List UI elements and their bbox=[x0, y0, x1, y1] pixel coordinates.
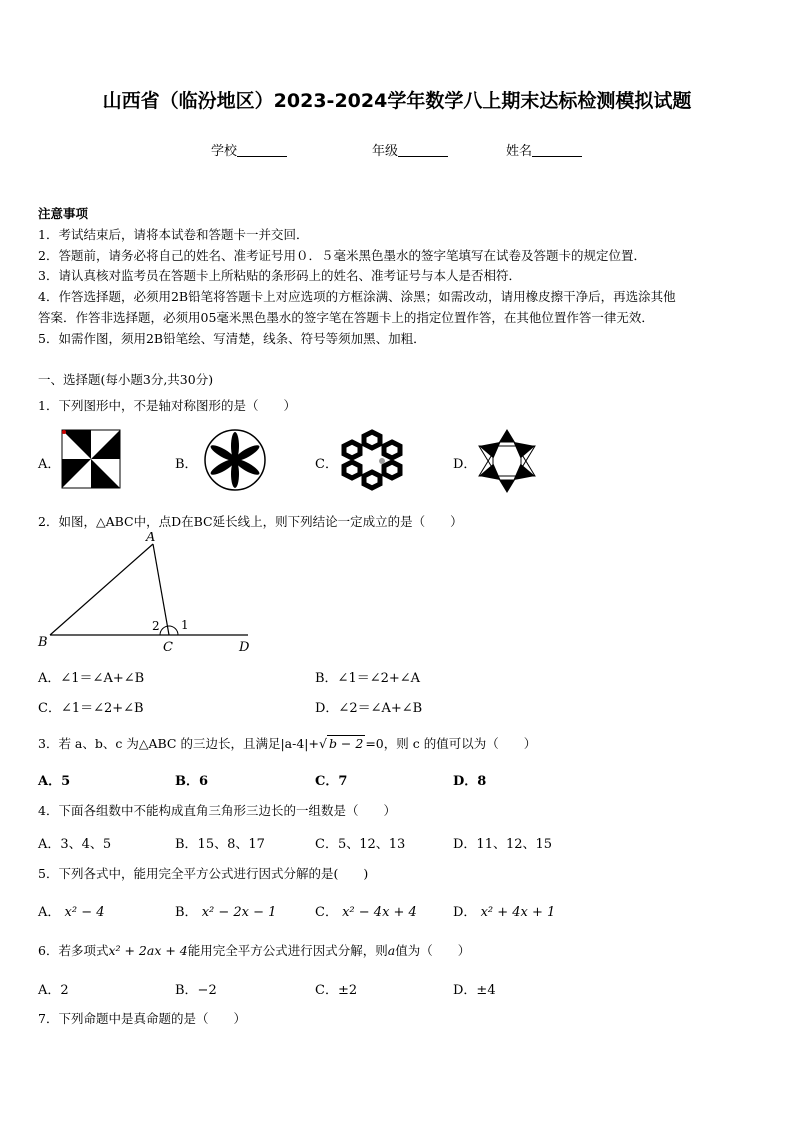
q4-option-a: A．3、4、5 bbox=[38, 837, 112, 852]
q1-option-a-label: A． bbox=[38, 457, 61, 472]
note-item: 答案．作答非选择题，必须用05毫米黑色墨水的签字笔在答题卡上的指定位置作答，在其他位置作答一律无效． bbox=[38, 310, 654, 325]
hexagon-ring-figure bbox=[338, 428, 406, 492]
q4-option-c: C．5、12、13 bbox=[315, 837, 406, 852]
page-title: 山西省（临汾地区）2023-2024学年数学八上期末达标检测模拟试题 bbox=[102, 90, 692, 112]
q4-option-b: B．15、8、17 bbox=[175, 837, 265, 852]
q5-option-a: A． x² − 4 bbox=[38, 905, 105, 920]
note-item: 1．考试结束后，请将本试卷和答题卡一并交回． bbox=[38, 227, 309, 242]
q3-option-a: A．5 bbox=[38, 774, 71, 789]
q1-option-d-label: D． bbox=[453, 457, 477, 472]
name-blank bbox=[532, 143, 582, 157]
sqrt-icon: √ bbox=[318, 736, 327, 751]
q5-option-d: D． x² + 4x + 1 bbox=[453, 905, 556, 920]
question-5: 5．下列各式中，能用完全平方公式进行因式分解的是( ) bbox=[38, 866, 369, 881]
grade-blank bbox=[398, 143, 448, 157]
angle-1-label: 1 bbox=[181, 618, 189, 632]
vertex-b-label: B bbox=[38, 635, 48, 650]
q2-option-d: D．∠2＝∠A+∠B bbox=[315, 701, 423, 716]
note-item: 3．请认真核对监考员在答题卡上所粘贴的条形码上的姓名、准考证号与本人是否相符． bbox=[38, 268, 521, 283]
vertex-a-label: A bbox=[146, 532, 156, 545]
q6-option-a: A．2 bbox=[38, 983, 69, 998]
name-field: 姓名 bbox=[506, 140, 582, 159]
vertex-d-label: D bbox=[239, 640, 250, 655]
q3-option-b: B．6 bbox=[175, 774, 209, 789]
q5-option-c: C． x² − 4x + 4 bbox=[315, 905, 417, 920]
grade-field: 年级 bbox=[372, 140, 448, 159]
q1-option-b-label: B． bbox=[175, 457, 198, 472]
q6-option-b: B．−2 bbox=[175, 983, 217, 998]
q2-option-a: A．∠1＝∠A+∠B bbox=[38, 671, 145, 686]
question-2: 2．如图，△ABC中，点D在BC延长线上，则下列结论一定成立的是（ ） bbox=[38, 514, 463, 529]
school-field: 学校 bbox=[211, 140, 287, 159]
q1-option-c-label: C． bbox=[315, 457, 338, 472]
triangle-diagram bbox=[36, 532, 262, 658]
angle-2-label: 2 bbox=[152, 619, 160, 633]
note-item: 5．如需作图，须用2B铅笔绘、写清楚，线条、符号等须加黑、加粗． bbox=[38, 331, 426, 346]
notes-heading: 注意事项 bbox=[38, 206, 89, 221]
question-3: 3．若 a、b、c 为△ABC 的三边长，且满足|a-4|+√ b − 2 =0，则 c 的值可以为（ ） bbox=[38, 736, 537, 751]
question-1: 1．下列图形中，不是轴对称图形的是（ ） bbox=[38, 398, 296, 413]
note-item: 4．作答选择题，必须用2B铅笔将答题卡上对应选项的方框涂满、涂黑；如需改动，请用橡皮擦干净后，再选涂其他 bbox=[38, 289, 676, 304]
six-point-star-figure bbox=[476, 428, 538, 494]
question-7: 7．下列命题中是真命题的是（ ） bbox=[38, 1011, 246, 1026]
q2-option-c: C．∠1＝∠2+∠B bbox=[38, 701, 144, 716]
school-blank bbox=[237, 143, 287, 157]
question-4: 4．下面各组数中不能构成直角三角形三边长的一组数是（ ） bbox=[38, 803, 396, 818]
q4-option-d: D．11、12、15 bbox=[453, 837, 553, 852]
section-heading: 一、选择题(每小题3分,共30分) bbox=[38, 372, 214, 387]
q6-option-d: D．±4 bbox=[453, 983, 496, 998]
q2-option-b: B．∠1＝∠2+∠A bbox=[315, 671, 421, 686]
pinwheel-figure bbox=[60, 428, 122, 490]
question-6: 6．若多项式x² + 2ax + 4能用完全平方公式进行因式分解，则a值为（ ） bbox=[38, 943, 471, 958]
vertex-c-label: C bbox=[163, 640, 173, 655]
q3-option-d: D．8 bbox=[453, 774, 487, 789]
q6-option-c: C．±2 bbox=[315, 983, 358, 998]
q3-option-c: C．7 bbox=[315, 774, 348, 789]
sqrt-radicand: b − 2 bbox=[328, 736, 364, 751]
q5-option-b: B． x² − 2x − 1 bbox=[175, 905, 277, 920]
flower-circle-figure bbox=[203, 428, 267, 492]
note-item: 2．答题前，请务必将自己的姓名、准考证号用０．５毫米黑色墨水的签字笔填写在试卷及答题卡的规定位置． bbox=[38, 248, 646, 263]
